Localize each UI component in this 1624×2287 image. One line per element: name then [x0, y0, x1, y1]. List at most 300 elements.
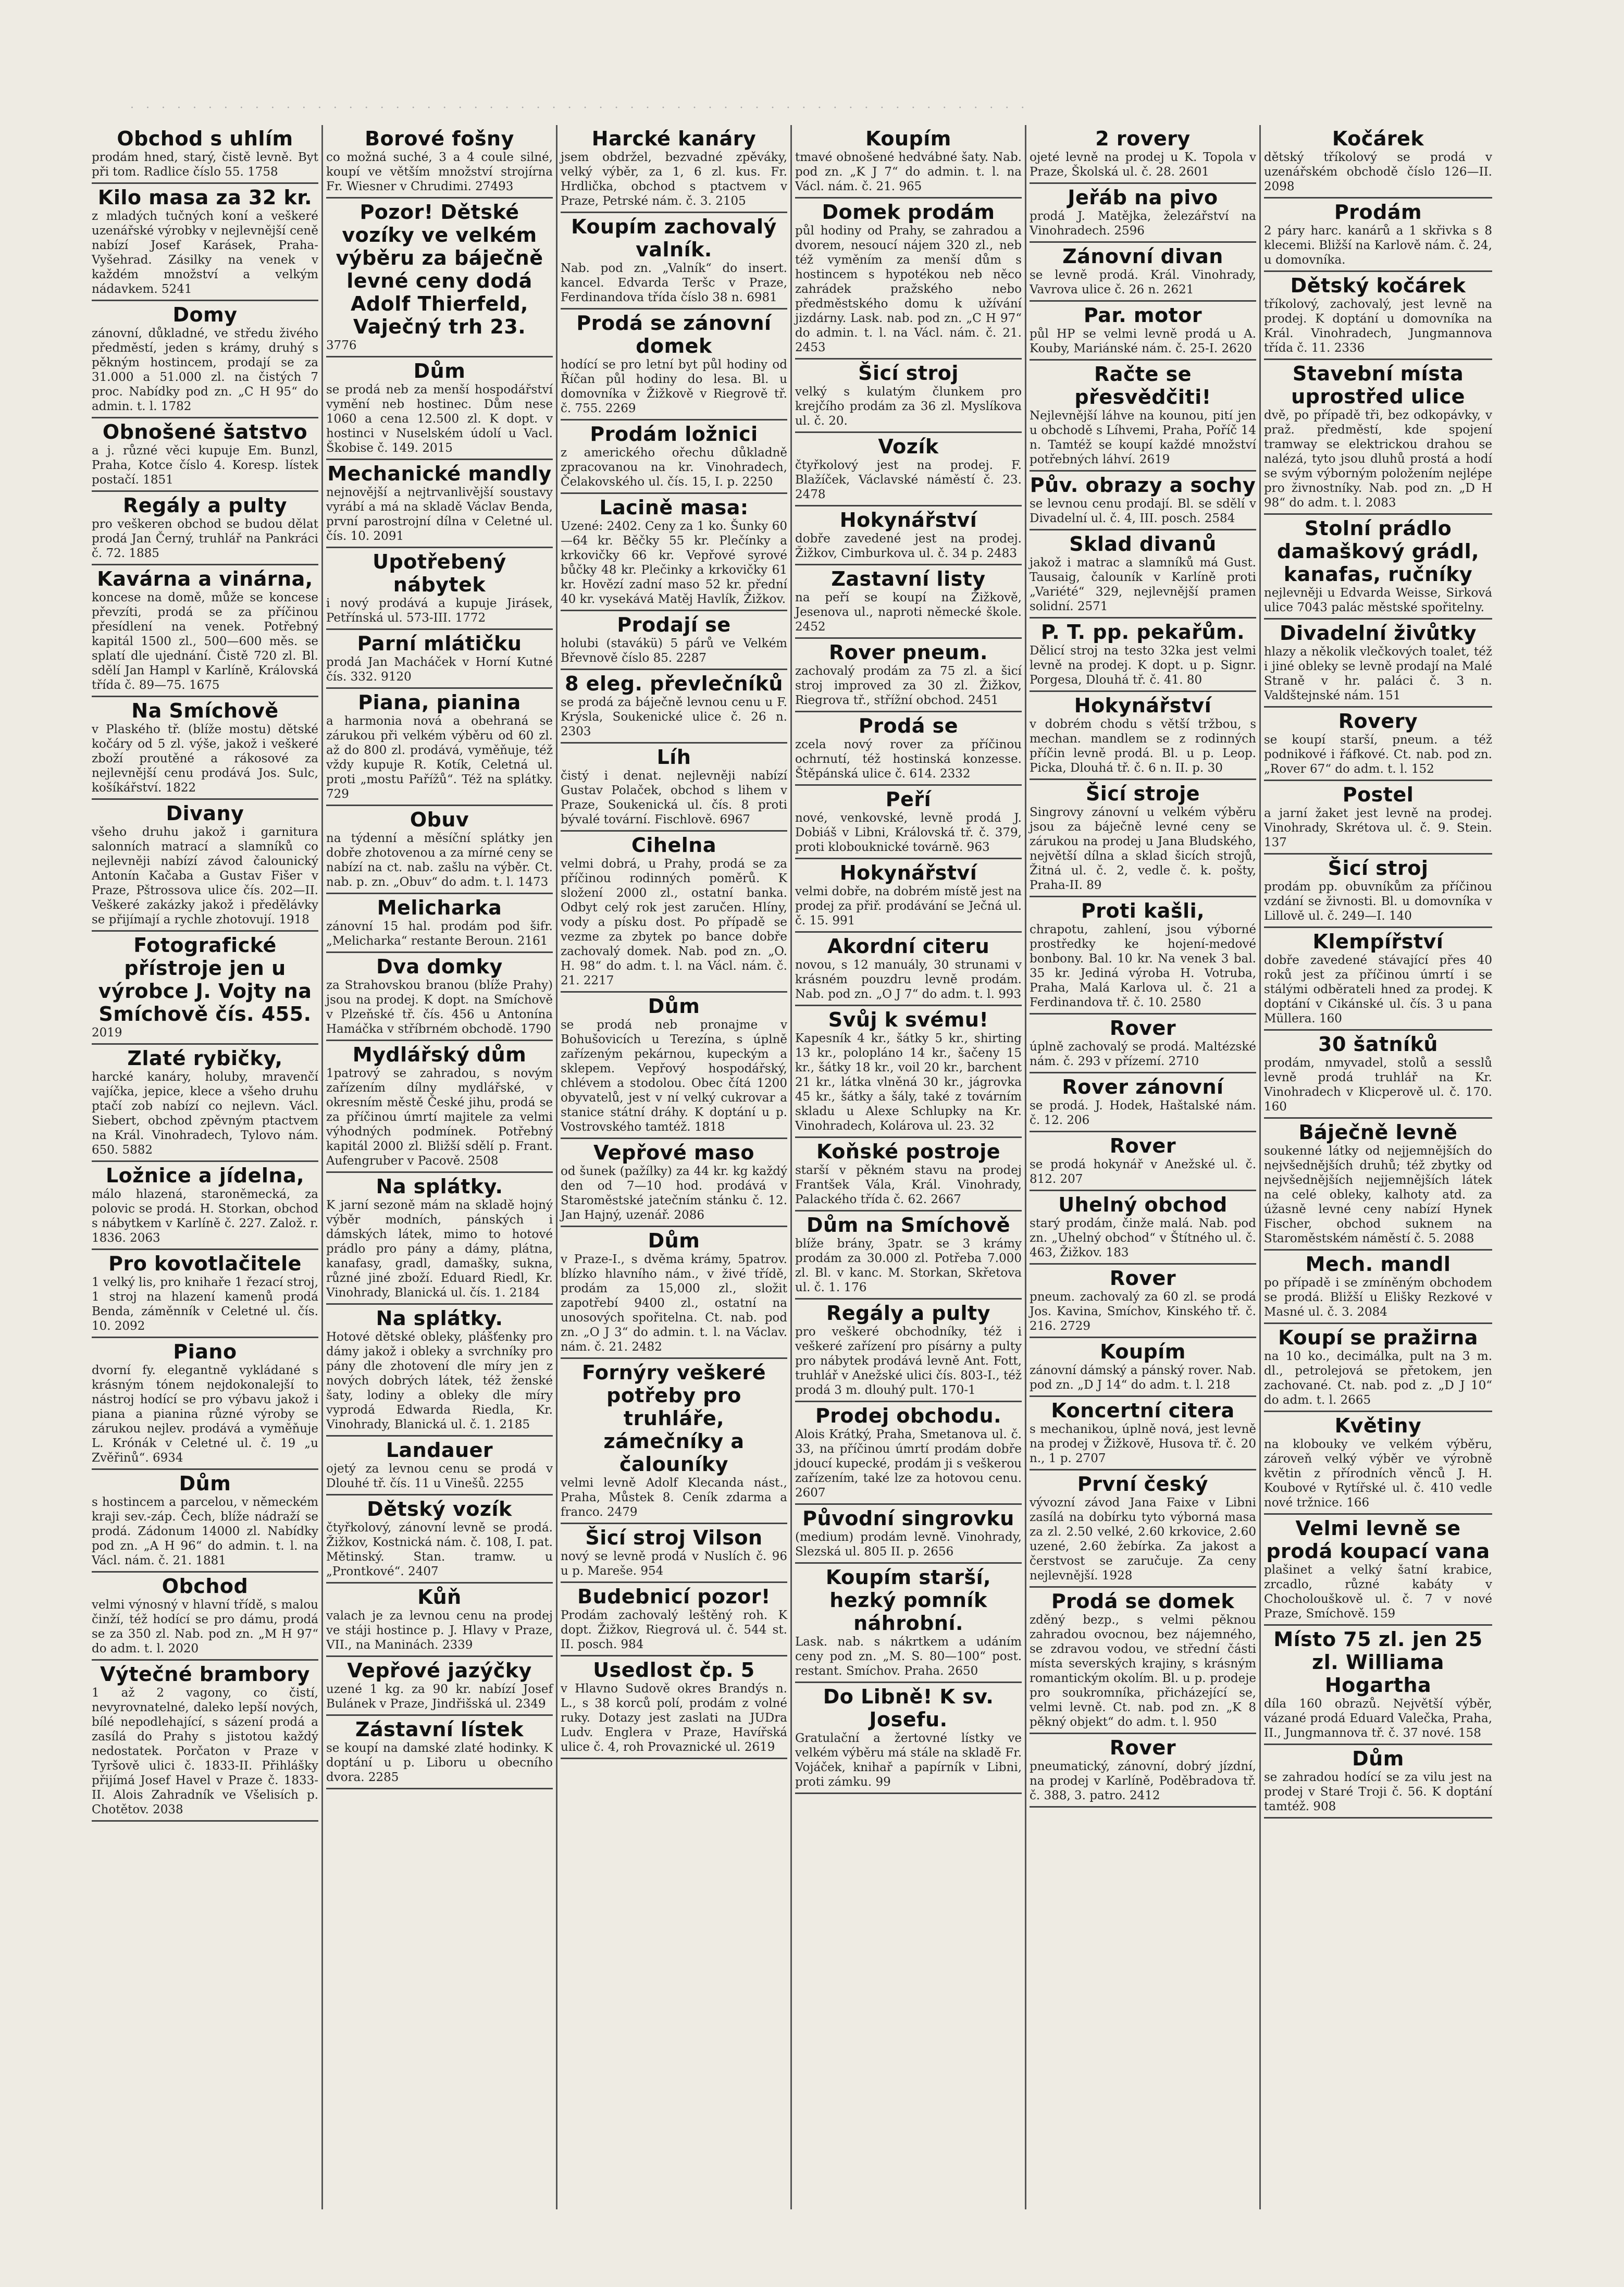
ad-headline: Par. motor	[1083, 304, 1202, 327]
classified-ad	[1264, 272, 1492, 360]
ad-body: tmavé obnošené hedvábné šaty. Nab. pod zn. „K J 7“ do admin. t. l. na Václ. nám. č. 21. 965	[795, 151, 1022, 193]
classified-ad	[561, 421, 787, 494]
ad-headline: Prodá se domek	[1051, 1590, 1235, 1613]
classified-ad	[1030, 1015, 1256, 1073]
ad-body: uzené 1 kg. za 90 kr. nabízí Josef Bulánek v Praze, Jindřišská ul. 2349	[326, 1683, 553, 1711]
ad-body: se prodá za báječně levnou cenu u F. Krýsla, Soukenické ulice č. 26 n. 2303	[561, 696, 787, 738]
ad-body: se prodá neb za menší hospodářství vymění neb hostinec. Dům nese 1060 a cena 12.500 zl. K dopt. v hostinci v Nuselském údolí u Vacl. Škobise č. 149. 2015	[326, 383, 553, 455]
ad-headline: Pro kovotlačitele	[108, 1252, 302, 1275]
classified-ad	[795, 786, 1022, 859]
ad-headline: Šicí stroje	[1085, 782, 1200, 805]
classified-ad	[1030, 302, 1256, 361]
ad-headline: Postel	[1342, 783, 1414, 806]
classified-ad	[795, 712, 1022, 786]
classified-ad	[795, 360, 1022, 433]
ad-headline: Fornýry veškeré potřeby pro truhláře, zámečníky a čalouníky	[581, 1361, 766, 1476]
classified-ad	[1030, 1734, 1256, 1808]
ad-headline: P. T. pp. pekařům.	[1040, 621, 1245, 644]
classified-ad	[561, 1656, 787, 1759]
ad-body: Gratulační a žertovné lístky ve velkém výběru má stále na skladě Fr. Vojáček, knihař a papírník v Libni, proti zámku. 99	[795, 1732, 1022, 1789]
classified-ad	[92, 301, 318, 418]
classified-ad	[1030, 1397, 1256, 1470]
ad-headline: Parní mlátičku	[357, 632, 522, 655]
ad-body: za Strahovskou branou (blíže Prahy) jsou na prodej. K dopt. na Smíchově v Plzeňské tř. čís. 456 u Antonína Hamáčka v stříbrném obchodě. 1790	[326, 979, 553, 1036]
ad-body: velmi dobře, na dobrém místě jest na prodej za přiř. prodávání se Ječná ul. č. 15. 991	[795, 885, 1022, 928]
ad-headline: Pův. obrazy a sochy	[1030, 474, 1256, 497]
ad-body: čtyřkolový jest na prodej. F. Blažíček, Václavské náměstí č. 23. 2478	[795, 459, 1022, 501]
ad-headline: Květiny	[1334, 1414, 1422, 1437]
ad-body: se levnou cenu prodají. Bl. se sdělí v Divadelní ul. č. 4, III. posch. 2584	[1030, 497, 1256, 525]
ad-body: Alois Krátký, Praha, Smetanova ul. č. 33, na příčinou úmrtí prodám dobře jdoucí kupecké, prodám ji s veškerou zařízením, také lze za hotovou cenu. 2607	[795, 1428, 1022, 1500]
classified-ad	[1030, 125, 1256, 184]
ad-headline: Cihelna	[631, 834, 716, 857]
classified-ad	[1264, 199, 1492, 272]
classified-ad	[1264, 515, 1492, 620]
ad-headline: Budebnicí pozor!	[577, 1585, 771, 1608]
column-2	[323, 125, 557, 2209]
ad-body: nový se levně prodá v Nuslích č. 96 u p. Mareše. 954	[561, 1550, 787, 1578]
ad-body: velmi výnosný v hlavní třídě, s malou činží, též hodící se pro dámu, prodá se za 350 zl. Nab. pod zn. „M H 97“ do adm. t. l. 2020	[92, 1598, 318, 1655]
ad-body: s hostincem a parcelou, v německém kraji sev.-záp. Čech, blíže nádraží se prodá. Zádonum 14000 zl. Nabídky pod zn. „A H 96“ do admin. t. l. na Václ. nám. č. 21. 1881	[92, 1495, 318, 1567]
ad-body: Prodám zachovalý leštěný roh. K dopt. Žižkov, Riegrová ul. č. 544 st. II. posch. 984	[561, 1609, 787, 1651]
classified-ad	[561, 1524, 787, 1583]
classified-ad	[561, 993, 787, 1139]
classified-ad	[1264, 1119, 1492, 1251]
ad-headline: Usedlost čp. 5	[593, 1659, 755, 1682]
ad-headline: Šicí stroj Vilson	[585, 1526, 763, 1549]
ad-body: se zahradou hodící se za vilu jest na prodej v Staré Troji č. 56. K doptání tamtéž. 908	[1264, 1771, 1492, 1813]
ad-headline: Dům	[648, 995, 700, 1018]
ad-headline: Prodám	[1334, 201, 1422, 224]
classified-ad	[1264, 1251, 1492, 1324]
ad-body: prodám pp. obuvníkům za příčinou vzdání se živnosti. Bl. u domovníka v Lillově ul. č. 249—I. 140	[1264, 880, 1492, 923]
ad-body: plašinet a velký šatní krabice, zrcadlo, různé kabáty v Chocholouškově ul. č. 7 v nové Praze, Smíchově. 159	[1264, 1563, 1492, 1621]
classified-ad	[326, 1584, 553, 1657]
ad-body: Nab. pod zn. „Valník“ do insert. kancel. Edvarda Teršc v Praze, Ferdinandova třída číslo 38 n. 6981	[561, 262, 787, 304]
ad-headline: Račte se přesvědčiti!	[1074, 363, 1211, 409]
ad-headline: Kilo masa za 32 kr.	[97, 186, 313, 209]
ad-body: pneum. zachovalý za 60 zl. se prodá Jos. Kavina, Smíchov, Kinského tř. č. 216. 2729	[1030, 1290, 1256, 1333]
classified-ad	[561, 744, 787, 832]
ad-headline: Koňské postroje	[816, 1140, 1001, 1163]
ad-body: od šunek (pažílky) za 44 kr. kg každý den od 7—10 hod. prodává v Staroměstské jatečním stánku č. 12. Jan Hajný, uzenář. 2086	[561, 1165, 787, 1222]
ad-body: koncese na domě, může se koncese převzíti, prodá se za příčinou přesídlení na venek. Potřebný kapitál 1500 zl., 500—600 měs. se splatí dle ujednání. Čistě 720 zl. Bl. sdělí Jan Hampl v Karlíně, Královská třída č. 89—75. 1675	[92, 591, 318, 692]
ad-body: nejlevněji u Edvarda Weisse, Sirková ulice 7043 palác městské spořitelny.	[1264, 586, 1492, 614]
ad-body: dvorní fy. elegantně vykládané s krásným tónem nejdokonalejší to nástroj hodící se pro výbavu jakož i piana a pianina různé výroby se zárukou nejlev. prodává a vyměňuje L. Krónák v Celetné ul. č. 19 „u Zvěřinů“. 6934	[92, 1364, 318, 1465]
ad-headline: Divany	[166, 802, 244, 825]
classified-ad	[561, 1139, 787, 1227]
ad-headline: Upotřebený nábytek	[373, 550, 506, 596]
classified-ad	[1030, 1470, 1256, 1588]
ad-headline: Šicí stroj	[1328, 857, 1429, 880]
ad-headline: Melicharka	[377, 896, 502, 919]
classified-ad	[1030, 619, 1256, 692]
classified-ad	[92, 125, 318, 184]
ad-headline: Místo 75 zl. jen 25 zl. Williama Hogartha	[1273, 1628, 1483, 1697]
ad-body: dvě, po případě tři, bez odkopávky, v praž. předměstí, kde spojení tramway se elektrickou drahou se nalézá, tyto jsou dluhů prostá a hodí se svým výborným položením nejlépe pro živnostníky. Nab. pod zn. „D H 98“ do adm. t. l. 2083	[1264, 409, 1492, 510]
ad-headline: Zastavní listy	[831, 567, 986, 590]
ad-body: holubi (stavákü) 5 párů ve Velkém Břevnově číslo 85. 2287	[561, 637, 787, 665]
ad-headline: Piana, pianina	[358, 691, 521, 714]
classified-ad	[326, 199, 553, 357]
column-4	[792, 125, 1026, 2209]
classified-ad	[561, 125, 787, 213]
classified-ad	[326, 630, 553, 689]
ad-body: zcela nový rover za příčinou ochrnutí, též hostinská konzesse. Štěpánská ulice č. 614. 2332	[795, 738, 1022, 781]
classified-ad	[795, 125, 1022, 199]
classified-ad	[326, 806, 553, 894]
ad-headline: Báječně levně	[1298, 1121, 1458, 1144]
ad-headline: Proti kašli,	[1081, 899, 1205, 922]
ad-headline: Prodám ložnici	[590, 423, 758, 446]
ad-headline: Obnošené šatstvo	[102, 421, 308, 443]
ad-body: starý prodám, činže malá. Nab. pod zn. „Uhelný obchod“ v Štítného ul. č. 463, Žižkov. 183	[1030, 1217, 1256, 1259]
ad-headline: Rover	[1109, 1017, 1176, 1040]
classified-ad	[1030, 1191, 1256, 1265]
classified-ad	[326, 1041, 553, 1173]
ad-headline: Peří	[885, 788, 932, 811]
classified-ad	[795, 1006, 1022, 1138]
classified-ad	[795, 933, 1022, 1006]
ad-body: harcké kanáry, holuby, mravenčí vajíčka, jepice, klece a všeho druhu ptačí zob nabízí co nejlevn. Václ. Siebert, obchod zpěvným ptactvem na Král. Vinohradech, Tylovo nám. 650. 5882	[92, 1070, 318, 1157]
classified-ad	[92, 492, 318, 565]
classified-ad	[92, 565, 318, 697]
ad-headline: Zánovní divan	[1062, 245, 1223, 268]
ad-headline: Piano	[173, 1340, 237, 1363]
column-1	[89, 125, 323, 2209]
classified-ad	[561, 213, 787, 310]
ad-body: K jarní sezoně mám na skladě hojný výběr modních, pánských i dámských látek, mimo to hotové prádlo pro pány a dámy, plátna, kanafasy, gradl, damašky, sukna, různé jiné zboží. Eduard Riedl, Kr. Vinohrady, Blanická ul. čís. 1. 2184	[326, 1198, 553, 1300]
ad-headline: Rover	[1109, 1267, 1176, 1290]
ad-headline: Prodej obchodu.	[815, 1404, 1002, 1427]
ad-headline: Sklad divanů	[1069, 533, 1217, 555]
classified-ad	[326, 125, 553, 199]
column-6	[1261, 125, 1495, 2209]
ad-headline: Stolní prádlo damaškový grádl, kanafas, ručníky	[1276, 517, 1480, 586]
classified-ad	[92, 1661, 318, 1822]
ad-body: prodá Jan Macháček v Horní Kutné čís. 332. 9120	[326, 656, 553, 684]
classified-ad	[92, 418, 318, 492]
classified-ad	[326, 953, 553, 1041]
ad-headline: Kůň	[417, 1586, 462, 1609]
ad-body: prodám, nmyvadel, stolů a sesslů levně prodá truhlář na Kr. Vinohradech v Klicperově ul. č. 170. 160	[1264, 1056, 1492, 1114]
ad-headline: Rovery	[1338, 710, 1418, 733]
classified-ad	[1030, 472, 1256, 530]
ad-headline: Svůj k svému!	[828, 1008, 989, 1031]
classified-ad	[795, 433, 1022, 506]
classified-ad	[1030, 361, 1256, 472]
ad-body: co možná suché, 3 a 4 coule silné, koupí ve větším množství strojírna Fr. Wiesner v Chrudimi. 27493	[326, 151, 553, 193]
ad-headline: 8 eleg. převlečníků	[565, 672, 783, 695]
faded-header-strip: · · · · · · · · · · · · · · · · · · · · · · · · · · · · · · · · · · · · · · · · · · · · · · · · · · · · · · · · · ·	[130, 102, 1029, 115]
ad-body: velký s kulatým člunkem pro krejčího prodám za 36 zl. Myslíkova ul. č. 20.	[795, 385, 1022, 428]
ad-body: v Plaského tř. (blíže mostu) dětské kočáry od 5 zl. výše, jakož i veškeré zboží proutěné a rákosové za nejlevnější cenu prodává Jos. Sulc, košíkářství. 1822	[92, 723, 318, 795]
ad-headline: Klempířství	[1312, 930, 1444, 953]
ad-body: a j. různé věci kupuje Em. Bunzl, Praha, Kotce číslo 4. Koresp. lístek postačí. 1851	[92, 444, 318, 487]
classified-ad	[92, 697, 318, 800]
classified-ad	[1030, 1132, 1256, 1191]
ad-body: zánovní 15 hal. prodám pod šifr. „Melicharka“ restante Beroun. 2161	[326, 920, 553, 948]
ad-headline: Fotografické přístroje jen u výrobce J. Vojty na Smíchově čís. 455.	[98, 934, 312, 1025]
ad-headline: Landauer	[386, 1439, 493, 1462]
ad-headline: Zlaté rybičky,	[127, 1047, 283, 1070]
ad-headline: Mech. mandl	[1305, 1253, 1451, 1276]
classified-ad	[795, 1402, 1022, 1505]
ad-body: všeho druhu jakož i garnitura salonních matrací a slamníků co nejlevněji nabízí závod čalounický Antonín Kačaba a Gustav Fišer v Praze, Pštrossova ulice čís. 202—II. Veškeré zakázky jakož i předělávky se přijímají a rychle zhotovují. 1918	[92, 825, 318, 926]
ad-body: se koupí starší, pneum. a též podnikové i řáfkové. Ct. nab. pod zn. „Rover 67“ do adm. t. l. 152	[1264, 733, 1492, 776]
classified-ad	[326, 1657, 553, 1716]
classified-ad	[1264, 1626, 1492, 1745]
ad-body: starší v pěkném stavu na prodej Frantšek Vála, Král. Vinohrady, Palackého třída č. 62. 2667	[795, 1164, 1022, 1206]
ad-body: zánovní, důkladné, ve středu živého předměstí, jeden s krámy, druhý s pěkným hostincem, prodají se za 31.000 a 51.000 zl. na čistých 7 proc. Nabídky pod zn. „C H 95“ do admin. t. l. 1782	[92, 327, 318, 413]
ad-body: 1 až 2 vagony, co čistí, nevyrovnatelné, daleko lepší nových, bílé nepodlehající, s sázení prodá a zasílá do Prahy s jistotou každý nedostatek. Porčaton v Praze v Tyršově ulici č. 1833-II. Přihlášky přijímá Josef Havel v Praze č. 1833-II. Alois Zahradník ve Všelisích p. Chotětov. 2038	[92, 1686, 318, 1816]
ad-headline: Koupí se pražirna	[1278, 1326, 1478, 1349]
ad-body: s mechanikou, úplně nová, jest levně na prodej v Žižkově, Husova tř. č. 20 n., 1 p. 2707	[1030, 1423, 1256, 1465]
classified-ad	[1264, 1031, 1492, 1119]
classified-ad	[795, 506, 1022, 565]
ad-body: se prodá neb pronajme v Bohušovicích u Terezína, s úplně zařízeným pekárnou, kupeckým a sklepem. Vepřový hospodářský, chlévem a stodolou. Obec čítá 1200 obyvatelů, jest v ní velký cukrovar a stanice státní dráhy. K doptání u p. Vostrovského tamtéž. 1818	[561, 1018, 787, 1134]
classified-ad	[326, 460, 553, 548]
ad-body: půl hodiny od Prahy, se zahradou a dvorem, nesoucí nájem 320 zl., neb též vyměním za menší dům s hostincem s hypotékou neb něco zahrádek pražského nebo předměstského domu k užívání jizdárny. Lask. nab. pod zn. „C H 97“ do admin. t. l. na Václ. nám. č. 21. 2453	[795, 224, 1022, 354]
ad-headline: Mydlářský dům	[352, 1043, 527, 1066]
ad-body: blíže brány, 3patr. se 3 krámy prodám za 30.000 zl. Potřeba 7.000 zl. Bl. v kanc. M. Storkan, Skřetova ul. č. 1. 176	[795, 1237, 1022, 1294]
column-3	[557, 125, 792, 2209]
ad-headline: Na Smíchově	[131, 699, 279, 722]
ad-headline: Prodá se zánovní domek	[576, 312, 772, 357]
classified-ad	[1030, 1073, 1256, 1132]
ad-headline: Hokynářství	[839, 861, 977, 884]
column-5	[1026, 125, 1261, 2209]
ad-body: velmi dobrá, u Prahy, prodá se za příčinou rodinných poměrů. K složení 2000 zl., ostatní banka. Odbyt celý rok jest zaručen. Hlíny, vody a písku dost. Po případě se vezme za zbytek po bance dobře zachovalý domek. Nab. pod zn. „O. H. 98“ do adm. t. l. na Václ. nám. č. 21. 2217	[561, 857, 787, 987]
classified-ad	[1264, 1515, 1492, 1626]
classified-ad	[1264, 1324, 1492, 1412]
ad-body: dobře zavedené jest na prodej. Žižkov, Cimburkova ul. č. 34 p. 2483	[795, 532, 1022, 560]
classified-ad	[561, 670, 787, 744]
ad-headline: Na splátky.	[376, 1307, 503, 1330]
ad-body: na týdenní a měsíční splátky jen dobře zhotovenou a za mírné ceny se nabízí na ct. nab. zašlu na výběr. Ct. nab. p. zn. „Obuv“ do adm. t. l. 1473	[326, 832, 553, 889]
classified-ad	[561, 611, 787, 670]
classified-ad	[92, 1338, 318, 1470]
ad-headline: Dům	[648, 1229, 700, 1252]
ad-headline: Dům	[413, 360, 466, 382]
ad-headline: Vepřové maso	[593, 1141, 754, 1164]
classified-ad	[1264, 855, 1492, 928]
ad-headline: Prodá se	[858, 714, 959, 737]
ad-headline: Rover zánovní	[1062, 1075, 1224, 1098]
ad-body: valach je za levnou cenu na prodej ve stáji hostince p. J. Hlavy v Praze, VII., na Maninách. 2339	[326, 1609, 553, 1652]
ad-headline: Hokynářství	[1074, 694, 1212, 717]
classified-ad	[1030, 530, 1256, 619]
ad-body: nové, venkovské, levně prodá J. Dobiáš v Libni, Královská tř. č. 379, proti klobouknické továrně. 963	[795, 811, 1022, 854]
ad-body: Uzené: 2402. Ceny za 1 ko. Šunky 60—64 kr. Běčky 55 kr. Plečínky a krkovičky 66 kr. Vepřové syrové bůčky 48 kr. Plečinky a krkovičky 61 kr. Hovězí zadní maso 52 kr. přední 40 kr. vysekává Matěj Havlík, Žižkov.	[561, 520, 787, 606]
ad-headline: Rover	[1109, 1736, 1176, 1759]
ad-body: Lask. nab. s nákrtkem a udáním ceny pod zn. „M. S. 80—100“ post. restant. Smíchov. Praha. 2650	[795, 1635, 1022, 1678]
classified-ad	[1264, 1745, 1492, 1819]
classified-ad	[1264, 781, 1492, 855]
ad-body: dobře zavedené stávající přes 40 roků jest za příčinou úmrtí i se stálými odběrateli hned za prodej. K doptání v Cikánské ul. čís. 3 u pana Müllera. 160	[1264, 954, 1492, 1025]
ad-body: půl HP se velmi levně prodá u A. Kouby, Mariánské nám. č. 25-I. 2620	[1030, 327, 1256, 355]
classified-ad	[795, 565, 1022, 639]
classified-ad	[326, 689, 553, 806]
classified-ad	[561, 832, 787, 993]
ad-body: velmi levně Adolf Klecanda nást., Praha, Můstek 8. Ceník zdarma a franco. 2479	[561, 1476, 787, 1519]
ad-headline: Rover pneum.	[829, 641, 988, 664]
ad-headline: Vepřové jazýčky	[347, 1659, 532, 1682]
ad-body: v Praze-I., s dvěma krámy, 5patrov. blízko hlavního nám., v živé třídě, prodám za 15,000 zl., složit zapotřebí 9400 zl., ostatní na unosových spořitelna. Ct. nab. pod zn. „O J 3“ do admin. t. l. na Václav. nám. č. 21. 2482	[561, 1253, 787, 1354]
ad-body: na klobouky ve velkém výběru, zároveň velký výběr ve výrobně květin z přírodních věnců J. H. Koubové v Rytířské ul. č. 410 vedle nové tržnice. 166	[1264, 1438, 1492, 1510]
classified-ad	[1030, 184, 1256, 243]
ad-headline: Dům	[1352, 1747, 1404, 1770]
classified-ad	[795, 639, 1022, 712]
ad-body: 2 páry harc. kanárů a 1 skřivka s 8 klecemi. Bližší na Karlově nám. č. 24, u domovníka.	[1264, 224, 1492, 267]
ad-headline: Dětský vozík	[367, 1498, 512, 1520]
classified-ad	[795, 1564, 1022, 1683]
ad-body: hlazy a několik vlečkových toalet, též i jiné obleky se levně prodají na Malé Straně v hr. paláci č. 3 n. Valdštejnské nám. 151	[1264, 645, 1492, 702]
ad-body: Nejlevnější láhve na kounou, pití jen u obchodě s Líhvemi, Praha, Poříč 14 n. Tamtéž se koupí každé množství potřebných láhví. 2619	[1030, 409, 1256, 466]
ad-headline: Harcké kanáry	[591, 127, 757, 150]
ad-body: prodá J. Matějka, železářství na Vinohradech. 2596	[1030, 209, 1256, 238]
classified-ad	[1030, 780, 1256, 897]
classified-ad	[1264, 708, 1492, 781]
classified-ad	[326, 1495, 553, 1584]
ad-body: nejnovější a nejtrvanlivější soustavy vyrábí a má na skladě Václav Benda, první parostrojní dílna v Celetné ul. čís. 10. 2091	[326, 486, 553, 543]
ad-headline: Lacině masa:	[599, 496, 749, 519]
ad-headline: Ložnice a jídelna,	[105, 1164, 305, 1187]
classified-ad	[92, 1250, 318, 1338]
ad-headline: Dětský kočárek	[1290, 274, 1466, 297]
classified-ad	[92, 1045, 318, 1162]
ad-body: Hotové dětské obleky, plášťenky pro dámy jakož i obleky a svrchníky pro pány dle zhotovení dle míry jen z nových dobrých látek, též ženské šaty, lodiny a obleky dle míry vyprodá Edwarda Riedla, Kr. Vinohrady, Blanická ul. č. 1. 2185	[326, 1330, 553, 1431]
ad-headline: Mechanické mandly	[327, 462, 552, 485]
classified-ad	[326, 1173, 553, 1305]
ad-headline: První český	[1077, 1473, 1209, 1495]
classified-ad	[1264, 620, 1492, 708]
ad-headline: Výtečné brambory	[100, 1663, 310, 1686]
ad-headline: Domy	[172, 303, 238, 326]
ad-body: díla 160 obrazů. Největší výběr, vázané prodá Eduard Valečka, Praha, II., Jungmannova tř. č. 37 nové. 158	[1264, 1697, 1492, 1740]
ad-body: novou, s 12 manuály, 30 strunami v krásném pouzdru levně prodám. Nab. pod zn. „O J 7“ do adm. t. l. 993	[795, 958, 1022, 1001]
classified-ad	[92, 800, 318, 932]
ad-body: hodící se pro letní byt půl hodiny od Říčan půl hodiny do lesa. Bl. u domovníka v Žižkově v Riegrově tř. č. 755. 2269	[561, 358, 787, 415]
ad-headline: Prodají se	[617, 613, 731, 636]
ad-body: v Hlavno Sudově okres Brandýs n. L., s 38 korců polí, prodám z volné ruky. Dotazy jest zaslati na JUDra Ludv. Englera v Praze, Havířská ulice č. 4, roh Provaznické ul. 2619	[561, 1682, 787, 1754]
ad-body: čtyřkolový, zánovní levně se prodá. Žižkov, Kostnická nám. č. 108, I. pat. Mětinský. Stan. tramw. u „Prontkové“. 2407	[326, 1521, 553, 1578]
classified-ad	[1030, 1265, 1256, 1338]
ad-headline: Uhelný obchod	[1058, 1193, 1228, 1216]
ad-body: 3776	[326, 339, 357, 352]
ad-body: z mladých tučných koní a veškeré uzenářské výrobky v nejlevnější ceně nabízí Josef Karásek, Praha-Vyšehrad. Zásilky na venek v každém množství a velkým nádavkem. 5241	[92, 209, 318, 296]
ad-headline: Koupím	[1100, 1340, 1186, 1363]
ad-headline: Líh	[656, 746, 691, 769]
ad-body: Singrovy zánovní u velkém výběru jsou za báječně levné ceny se zárukou na prodej u Jana Bludského, největší dílna a sklad šicích strojů, Žitná ul. č. 2, vedle č. k. pošty, Praha-II. 89	[1030, 806, 1256, 892]
ad-headline: Velmi levně se prodá koupací vana	[1266, 1517, 1490, 1563]
ad-body: 1 velký lis, pro knihaře 1 řezací stroj, 1 stroj na hlazení kamenů prodá Benda, záměnník v Celetné ul. čís. 10. 2092	[92, 1276, 318, 1333]
classified-ad	[561, 1583, 787, 1656]
classified-ad	[92, 1470, 318, 1573]
classified-ad	[326, 1437, 553, 1495]
ad-body: pro veškeren obchod se budou dělat prodá Jan Černý, truhlář na Pankráci č. 72. 1885	[92, 517, 318, 560]
ad-headline: Zástavní lístek	[355, 1718, 524, 1741]
classified-ad	[795, 1212, 1022, 1300]
ad-body: pneumatický, zánovní, dobrý jízdní, na prodej v Karlíně, Poděbradova tř. č. 388, 3. patro. 2412	[1030, 1760, 1256, 1802]
ad-body: vývozní závod Jana Faixe v Libni zasílá na dobírku tyto výborná masa za zl. 2.50 velké, 2.60 krkovice, 2.60 uzené, 2.60 žebírka. Za jakost a čerstvost se zaručuje. Za ceny nejlevnější. 1928	[1030, 1496, 1256, 1583]
classified-ad	[795, 199, 1022, 360]
ad-body: pro veškeré obchodníky, též i veškeré zařízení pro písárny a pulty pro nábytek prodává levně Ant. Fott, truhlář v Anežské ulici čís. 803-I., též prodá 3 m. dlouhý pult. 170-1	[795, 1325, 1022, 1397]
classified-ad	[561, 494, 787, 611]
ad-headline: Koupím zachovalý valník.	[571, 215, 777, 261]
classified-ad	[92, 932, 318, 1045]
ad-headline: Pozor! Dětské vozíky ve velkém výběru za báječně levné ceny dodá Adolf Thierfeld, Vaječný trh 23.	[336, 201, 543, 338]
ad-headline: Akordní citeru	[827, 935, 990, 958]
ad-headline: Kočárek	[1332, 127, 1424, 150]
classified-ad	[1030, 1588, 1256, 1734]
ad-body: Dělicí stroj na testo 32ka jest velmi levně na prodej. K dopt. u p. Signr. Porgesa, Dlouhá tř. č. 41. 80	[1030, 644, 1256, 687]
ad-body: i nový prodává a kupuje Jirásek, Petřínská ul. 573-III. 1772	[326, 597, 553, 625]
ad-headline: Rover	[1109, 1134, 1176, 1157]
classified-ad	[92, 184, 318, 301]
classified-ad	[795, 1505, 1022, 1564]
ad-headline: Dům na Smíchově	[806, 1214, 1011, 1237]
classified-ads-columns	[89, 125, 1495, 2209]
classified-ad	[1264, 928, 1492, 1031]
ad-headline: Koupím	[865, 127, 951, 150]
classified-ad	[795, 859, 1022, 933]
ad-body: Kapesník 4 kr., šátky 5 kr., shirting 13 kr., polopláno 14 kr., šačeny 15 kr., šátky 18 kr., voil 20 kr., barchent 21 kr., látka vlněná 30 kr., jágrovka 45 kr., šátky a šály, také z továrním skladu u Alexe Schlupky na Kr. Vinohradech, Kolárova ul. 23. 32	[795, 1032, 1022, 1133]
ad-headline: Šicí stroj	[858, 362, 959, 385]
ad-headline: Obchod s uhlím	[117, 127, 293, 150]
ad-body: 1patrový se zahradou, s novým zařízením dílny mydlářské, v okresním městě České jihu, prodá se za příčinou úmrtí majitele za velmi výhodných podmínek. Potřebný kapitál 2000 zl. Bližší sdělí p. Frant. Aufengruber v Pacově. 2508	[326, 1067, 553, 1168]
classified-ad	[795, 1138, 1022, 1212]
ad-body: zděný bezp., s velmi pěknou zahradou ovocnou, bez nájemného, se zdravou vodou, ve střední části místa severských krajiny, s krásným romantickým okolím. Bl. u p. prodeje pro soukromníka, přicházející se, velmi levně. Ct. nab. pod zn. „K 8 pěkný objekt“ do adm. t. l. 950	[1030, 1613, 1256, 1729]
ad-headline: Vozík	[878, 435, 939, 458]
classified-ad	[1030, 897, 1256, 1015]
ad-body: se prodá. J. Hodek, Haštalské nám. č. 12. 206	[1030, 1099, 1256, 1127]
ad-body: jsem obdržel, bezvadné zpěváky, velký výběr, za 1, 6 zl. kus. Fr. Hrdlička, obchod s ptactvem v Praze, Petrské nám. č. 3. 2105	[561, 151, 787, 208]
classified-ad	[795, 1683, 1022, 1794]
ad-body: se koupí na damské zlaté hodinky. K doptání u p. Liboru u obecního dvora. 2285	[326, 1741, 553, 1784]
ad-body: málo hlazená, staroněmecká, za polovic se prodá. H. Storkan, obchod s nábytkem v Karlíně č. 227. Založ. r. 1836. 2063	[92, 1188, 318, 1245]
ad-headline: Regály a pulty	[826, 1302, 990, 1325]
ad-body: úplně zachovalý se prodá. Maltézské nám. č. 293 v přízemí. 2710	[1030, 1040, 1256, 1068]
ad-body: soukenné látky od nejjemnějších do nejvšednějších druhů; též zbytky od nejvšednějších nejjemnějších látek na celé obleky, kalhoty atd. za úžasně levné ceny nabízí Hynek Fischer, obchod suknem na Staroměstském náměstí č. 5. 2088	[1264, 1144, 1492, 1245]
classified-ad	[326, 357, 553, 460]
classified-ad	[1264, 1412, 1492, 1515]
ad-body: se levně prodá. Král. Vinohrady, Vavrova ulice č. 26 n. 2621	[1030, 268, 1256, 296]
ad-body: zachovalý prodám za 75 zl. a šicí stroj improved za 30 zl. Žižkov, Riegrova tř., střížní obchod. 2451	[795, 664, 1022, 707]
ad-body: dětský tříkolový se prodá v uzenářském obchodě číslo 126—II. 2098	[1264, 151, 1492, 193]
classified-ad	[561, 1227, 787, 1359]
ad-body: jakož i matrac a slamníků má Gust. Tausaig, čalouník v Karlíně proti „Variété“ 329, nejlevnější pramen solidní. 2571	[1030, 556, 1256, 613]
ad-headline: Do Libně! K sv. Josefu.	[823, 1685, 994, 1731]
ad-body: ojetý za levnou cenu se prodá v Dlouhé tř. čís. 11 u Vinešů. 2255	[326, 1462, 553, 1490]
ad-body: prodám hned, starý, čistě levně. Byt při tom. Radlice číslo 55. 1758	[92, 151, 318, 179]
ad-body: čistý i denat. nejlevněji nabízí Gustav Polaček, obchod s lihem v Praze, Soukenická ul. čís. 8 proti bývalé tovární. Fischlově. 6967	[561, 769, 787, 826]
ad-body: (medium) prodám levně. Vinohrady, Slezská ul. 805 II. p. 2656	[795, 1530, 1022, 1559]
ad-headline: Divadelní živůtky	[1280, 622, 1477, 645]
ad-headline: Koncertní citera	[1051, 1399, 1235, 1422]
ad-body: a jarní žaket jest levně na prodej. Vinohrady, Skrétova ul. č. 9. Stein. 137	[1264, 807, 1492, 849]
ad-headline: Koupím starší, hezký pomník náhrobní.	[825, 1566, 991, 1635]
ad-headline: Obchod	[162, 1575, 249, 1598]
ad-headline: Domek prodám	[822, 201, 995, 224]
classified-ad	[326, 894, 553, 953]
ad-headline: Jeřáb na pivo	[1068, 186, 1218, 209]
ad-headline: Dům	[179, 1472, 231, 1495]
classified-ad	[561, 1359, 787, 1524]
ad-headline: Na splátky.	[376, 1175, 503, 1198]
classified-ad	[326, 548, 553, 630]
classified-ad	[1264, 360, 1492, 515]
